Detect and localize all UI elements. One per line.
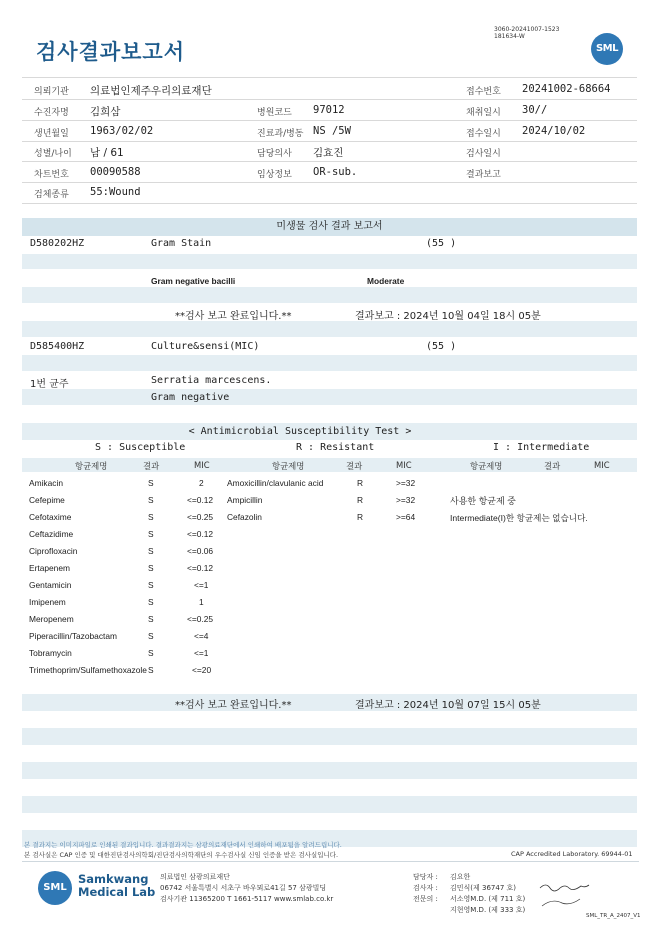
antibiotic-mic: <=0.06 [187, 546, 214, 556]
divider [22, 203, 637, 204]
antibiotic-result: R [357, 495, 364, 505]
cap-accreditation: CAP Accredited Laboratory. 69944-01 [511, 850, 633, 858]
org-name: 의료법인 삼광의료재단 [160, 873, 230, 881]
org-contact: 검사기관 11365200 T 1661-5117 www.smlab.co.kr [160, 895, 334, 903]
form-code: SML_TR_A_2407_V1 [586, 913, 641, 919]
value-collection-date: 30// [522, 104, 548, 116]
staff-role: 검사자 : [413, 884, 438, 892]
divider [22, 182, 637, 183]
label-collection-date: 채취일시 [466, 108, 501, 118]
antibiotic-mic: <=0.25 [187, 512, 214, 522]
label-received-date: 접수일시 [466, 129, 501, 139]
antibiotic-name: Cefepime [29, 495, 65, 505]
value-patient-name: 김희삼 [90, 106, 121, 118]
organism-gram: Gram negative [151, 392, 230, 403]
col-header-drug: 항균제명 [75, 461, 108, 471]
brand-line2: Medical Lab [78, 885, 156, 899]
value-requesting-institution: 의료법인제주우리의료재단 [90, 85, 212, 97]
report-complete-time: 결과보고 : 2024년 10월 04일 18시 05분 [355, 311, 541, 322]
antibiotic-mic: <=0.25 [187, 614, 214, 624]
sml-logo: SML [591, 33, 623, 65]
organism-label: 1번 균주 [30, 379, 69, 390]
staff-role: 전문의 : [413, 895, 438, 903]
antibiotic-name: Ertapenem [29, 563, 70, 573]
culture-specimen: (55 ) [426, 341, 457, 352]
row-band [22, 389, 637, 405]
report-complete-message: **검사 보고 완료입니다.** [175, 700, 292, 711]
brand-line1: Samkwang [78, 872, 149, 886]
antibiotic-name: Imipenem [29, 597, 66, 607]
gram-stain-code: D580202HZ [30, 238, 85, 249]
divider [22, 141, 637, 142]
col-header-drug: 항균제명 [272, 461, 305, 471]
col-header-mic: MIC [194, 460, 210, 470]
culture-code: D585400HZ [30, 341, 85, 352]
label-result-report: 결과보고 [466, 170, 501, 180]
culture-name: Culture&sensi(MIC) [151, 341, 260, 352]
signature-image [536, 878, 596, 910]
document-id-line1: 3060-20241007-1523 [494, 26, 560, 33]
antibiotic-mic: <=0.12 [187, 495, 214, 505]
report-complete-message: **검사 보고 완료입니다.** [175, 311, 292, 322]
footer-disclaimer: 본 결과지는 이미지파일로 인쇄된 결과입니다. 결과결과지는 삼광의료재단에서 인쇄하여 배포됨을 알려드립니다. [24, 841, 342, 849]
antibiotic-result: R [357, 512, 364, 522]
row-band [22, 287, 637, 303]
label-sex-age: 성별/나이 [34, 149, 72, 159]
antibiotic-result: S [148, 478, 154, 488]
antibiotic-name: Meropenem [29, 614, 74, 624]
label-birth-date: 생년월일 [34, 129, 69, 139]
gram-stain-level: Moderate [367, 276, 405, 286]
label-hospital-code: 병원코드 [257, 108, 292, 118]
footer-divider [22, 861, 639, 862]
report-complete-time: 결과보고 : 2024년 10월 07일 15시 05분 [355, 700, 541, 711]
gram-stain-name: Gram Stain [151, 238, 212, 249]
antibiotic-mic: <=0.12 [187, 529, 214, 539]
col-header-mic: MIC [594, 460, 610, 470]
label-clinical-info: 임상정보 [257, 170, 292, 180]
antibiotic-name: Tobramycin [29, 648, 72, 658]
label-accession-number: 접수번호 [466, 87, 501, 97]
organism-name: Serratia marcescens. [151, 375, 272, 386]
antibiotic-mic: 2 [199, 478, 204, 488]
value-hospital-code: 97012 [313, 104, 345, 116]
label-physician: 담당의사 [257, 149, 292, 159]
row-band [22, 762, 637, 779]
ast-title: < Antimicrobial Susceptibility Test > [188, 426, 412, 437]
value-birth-date: 1963/02/02 [90, 125, 154, 137]
document-id-line2: 181634-W [494, 33, 525, 40]
label-patient-name: 수진자명 [34, 108, 69, 118]
antibiotic-mic: <=4 [194, 631, 209, 641]
staff-name: 지현영M.D. (제 333 호) [450, 906, 526, 914]
report-title: 검사결과보고서 [36, 40, 186, 64]
row-band [22, 728, 637, 745]
antibiotic-name: Trimethoprim/Sulfamethoxazole [29, 665, 147, 675]
section-title: 미생물 검사 결과 보고서 [22, 218, 637, 236]
sml-logo-footer: SML [38, 871, 72, 905]
staff-name: 김민식(제 36747 호) [450, 884, 516, 892]
antibiotic-name: Ciprofloxacin [29, 546, 78, 556]
antibiotic-result: S [148, 546, 154, 556]
antibiotic-name: Cefazolin [227, 512, 262, 522]
antibiotic-result: R [357, 478, 364, 488]
footer-accreditation: 본 검사실은 CAP 인증 및 대한진단검사의학회/진단검사의학재단의 우수검사실 신임 인증을 받은 검사실입니다. [24, 851, 339, 859]
antibiotic-mic: >=32 [396, 478, 416, 488]
antibiotic-name: Amikacin [29, 478, 63, 488]
antibiotic-mic: <=20 [192, 665, 212, 675]
value-chart-number: 00090588 [90, 166, 141, 178]
antibiotic-name: Ampicillin [227, 495, 263, 505]
value-sex-age: 남 / 61 [90, 147, 124, 159]
antibiotic-name: Ceftazidime [29, 529, 74, 539]
col-header-result: 결과 [143, 461, 160, 471]
row-band [22, 254, 637, 269]
antibiotic-mic: <=0.12 [187, 563, 214, 573]
col-header-mic: MIC [396, 460, 412, 470]
label-department-ward: 진료과/병동 [257, 129, 304, 139]
antibiotic-mic: >=64 [396, 512, 416, 522]
label-requesting-institution: 의뢰기관 [34, 87, 69, 97]
document-id [494, 26, 559, 40]
antibiotic-result: S [148, 648, 154, 658]
antibiotic-result: S [148, 665, 154, 675]
intermediate-note-line1: 사용한 항균제 중 [450, 496, 516, 506]
row-band [22, 694, 637, 711]
antibiotic-name: Amoxicillin/clavulanic acid [227, 478, 324, 488]
divider [22, 120, 637, 121]
row-band [22, 321, 637, 337]
antibiotic-result: S [148, 563, 154, 573]
brand-name [78, 873, 155, 899]
divider [22, 77, 637, 78]
row-band [22, 796, 637, 813]
legend-intermediate: I : Intermediate [493, 442, 590, 453]
gram-stain-finding: Gram negative bacilli [151, 276, 236, 286]
antibiotic-result: S [148, 614, 154, 624]
value-received-date: 2024/10/02 [522, 125, 586, 137]
value-physician: 김효진 [313, 147, 344, 159]
label-specimen-type: 검체종류 [34, 190, 69, 200]
divider [22, 161, 637, 162]
staff-name: 서소영M.D. (제 711 호) [450, 895, 526, 903]
antibiotic-name: Piperacillin/Tazobactam [29, 631, 117, 641]
antibiotic-result: S [148, 512, 154, 522]
row-band [22, 355, 637, 371]
label-chart-number: 차트번호 [34, 170, 69, 180]
value-department-ward: NS /5W [313, 125, 351, 137]
antibiotic-mic: <=1 [194, 580, 209, 590]
org-address: 06742 서울특별시 서초구 바우뫼로41길 57 삼광빌딩 [160, 884, 327, 892]
staff-role: 담당자 : [413, 873, 438, 881]
intermediate-note-line2: Intermediate(I)한 항균제는 없습니다. [450, 513, 588, 523]
antibiotic-result: S [148, 580, 154, 590]
antibiotic-result: S [148, 597, 154, 607]
antibiotic-name: Gentamicin [29, 580, 72, 590]
value-specimen-type: 55:Wound [90, 186, 141, 198]
antibiotic-mic: >=32 [396, 495, 416, 505]
col-header-result: 결과 [544, 461, 561, 471]
gram-stain-specimen: (55 ) [426, 238, 457, 249]
label-test-date: 검사일시 [466, 149, 501, 159]
value-accession-number: 20241002-68664 [522, 83, 611, 95]
col-header-result: 결과 [346, 461, 363, 471]
staff-name: 김요한 [450, 873, 471, 881]
legend-resistant: R : Resistant [296, 442, 375, 453]
col-header-drug: 항균제명 [470, 461, 503, 471]
value-clinical-info: OR-sub. [313, 166, 358, 178]
legend-susceptible: S : Susceptible [95, 442, 186, 453]
antibiotic-mic: <=1 [194, 648, 209, 658]
divider [22, 99, 637, 100]
antibiotic-mic: 1 [199, 597, 204, 607]
antibiotic-result: S [148, 495, 154, 505]
antibiotic-name: Cefotaxime [29, 512, 72, 522]
antibiotic-result: S [148, 529, 154, 539]
antibiotic-result: S [148, 631, 154, 641]
